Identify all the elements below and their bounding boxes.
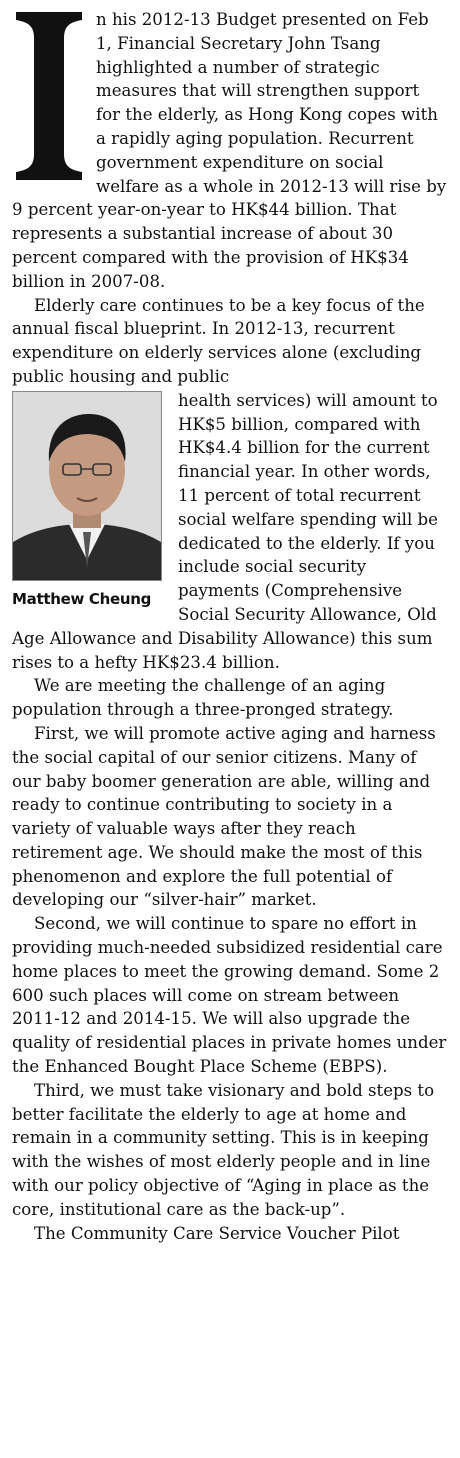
author-photo [12, 391, 162, 581]
paragraph-3: health services) will amount to HK$5 billion, compared with HK$4.4 billion for the current financial year. In other words, 11 percent of total recurrent social welfare spending will be dedicated to the elderly. If you include social security payments (Comprehensive Social Security Allowance, Old Age Allowance and Disability Allowance) this sum rises to a hefty HK$23.4 billion. [12, 390, 438, 672]
paragraph-8: The Community Care Service Voucher Pilot [34, 1223, 400, 1243]
paragraph-5: First, we will promote active aging and harness the social capital of our senior citizens. Many of our baby boomer generation are able, willing and ready to continue contributing to society in a variety of valuable ways after they reach retirement age. We should make the most of this phenomenon and explore the full potential of developing our “silver-hair” market. [12, 723, 436, 910]
author-caption: Matthew Cheung [12, 589, 152, 608]
drop-cap [12, 12, 86, 180]
paragraph-6: Second, we will continue to spare no effort in providing much-needed subsidized residential care home places to meet the growing demand. Some 2 600 such places will come on stream between 2011-12 and 2014-15. We will also upgrade the quality of residential places in private homes under the Enhanced Bought Place Scheme (EBPS). [12, 914, 447, 1077]
drop-cap-letter-graphic [12, 12, 86, 180]
portrait-image [13, 392, 161, 580]
paragraph-2: Elderly care continues to be a key focus of the annual fiscal blueprint. In 2012-13, recurrent expenditure on elderly services alone (excluding public housing and public [12, 295, 425, 386]
paragraph-1: n his 2012-13 Budget presented on Feb 1, Financial Secretary John Tsang highlighted a number of strategic measures that will strengthen support for the elderly, as Hong Kong copes with a rapidly aging population. Recurrent government expenditure on social welfare as a whole in 2012-13 will rise by 9 percent year-on-year to HK$44 billion. That represents a substantial increase of about 30 percent compared with the provision of HK$34 billion in 2007-08. [12, 10, 447, 291]
paragraph-4: We are meeting the challenge of an aging population through a three-pronged strategy. [12, 676, 394, 720]
paragraph-7: Third, we must take visionary and bold steps to better facilitate the elderly to age at home and remain in a community setting. This is in keeping with the wishes of most elderly people and in line with our policy objective of “Aging in place as the core, institutional care as the back-up”. [12, 1080, 435, 1219]
article-column [12, 8, 448, 1454]
author-photo-block [12, 391, 164, 609]
